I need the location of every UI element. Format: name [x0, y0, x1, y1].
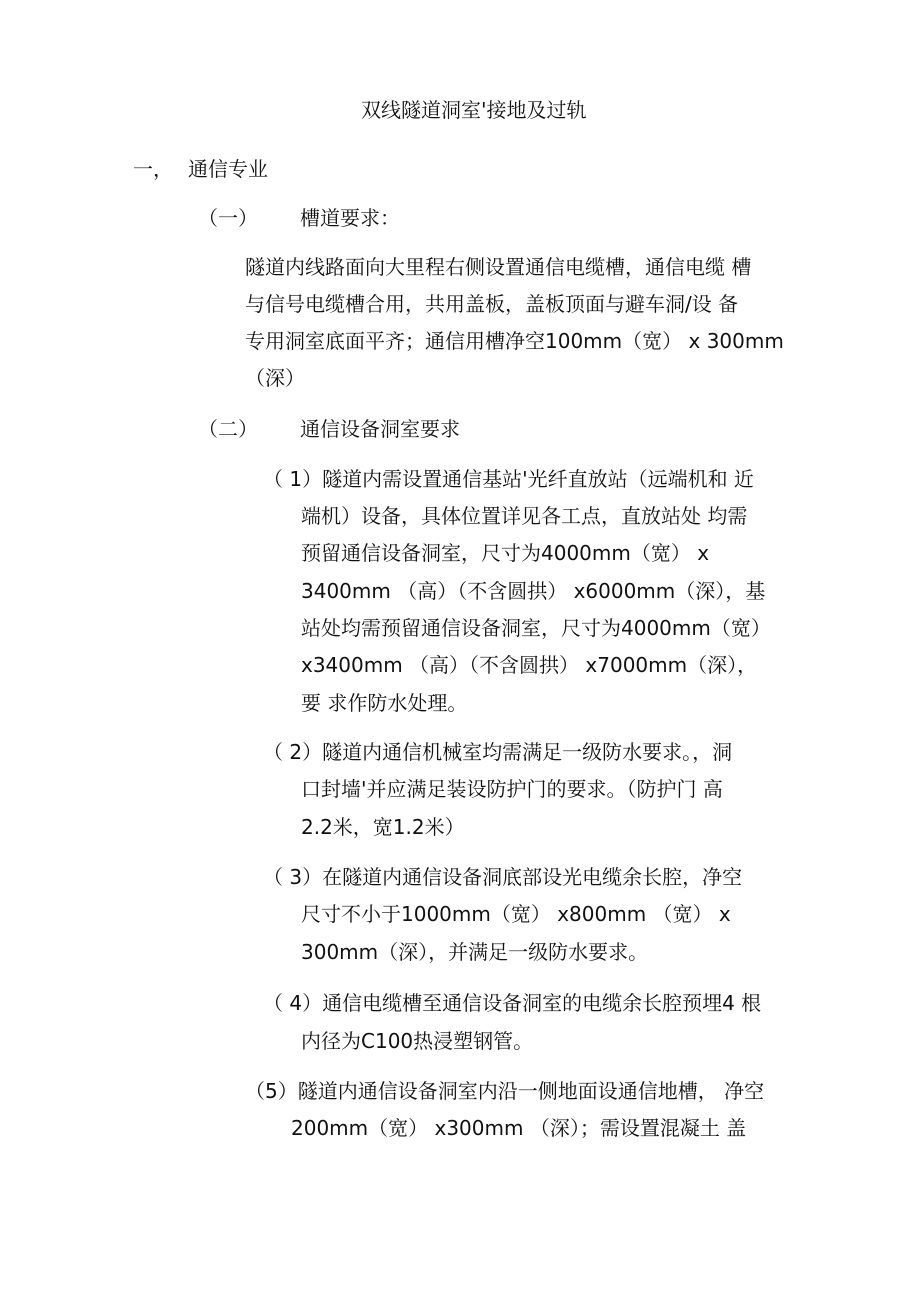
- subsection-number: （一）: [198, 206, 258, 230]
- text-line: 预留通信设备洞室，尺寸为4000mm（宽） x: [301, 541, 710, 565]
- text-line: 2.2米，宽1.2米）: [301, 815, 465, 839]
- text-line: 专用洞室底面平齐；通信用槽净空100mm（宽） x 300mm: [245, 329, 784, 353]
- text-line: （深）: [245, 366, 305, 390]
- text-line: x3400mm （高）（不含圆拱） x7000mm（深），: [301, 653, 758, 677]
- section-heading: 通信专业: [188, 157, 268, 181]
- text-line: 要 求作防水处理。: [301, 691, 468, 715]
- text-line: 3400mm （高）（不含圆拱） x6000mm（深），基: [301, 579, 766, 603]
- subsection-heading: 槽道要求：: [300, 206, 400, 230]
- text-line: 端机）设备，具体位置详见各工点，直放站处 均需: [301, 504, 748, 528]
- text-line: （ 2）隧道内通信机械室均需满足一级防水要求。，洞: [263, 740, 733, 764]
- text-line: （ 4）通信电缆槽至通信设备洞室的电缆余长腔预埋4 根: [263, 991, 762, 1015]
- page-title: 双线隧道洞室'接地及过轨: [361, 98, 587, 122]
- text-line: 内径为C100热浸塑钢管。: [301, 1029, 534, 1053]
- text-line: 200mm（宽） x300mm （深）；需设置混凝土 盖: [291, 1116, 747, 1140]
- text-line: （ 3）在隧道内通信设备洞底部设光电缆余长腔，净空: [263, 865, 743, 889]
- text-line: （5）隧道内通信设备洞室内沿一侧地面设通信地槽， 净空: [245, 1079, 765, 1103]
- text-line: 口封墙'并应满足装设防护门的要求。（防护门 高: [301, 777, 723, 801]
- text-line: 300mm（深），并满足一级防水要求。: [301, 940, 649, 964]
- text-line: 尺寸不小于1000mm（宽） x800mm （宽） x: [301, 902, 731, 926]
- text-line: 隧道内线路面向大里程右侧设置通信电缆槽，通信电缆 槽: [245, 255, 752, 279]
- text-line: 站处均需预留通信设备洞室，尺寸为4000mm（宽）: [301, 616, 771, 640]
- subsection-heading: 通信设备洞室要求: [300, 417, 460, 441]
- section-number: 一，: [133, 157, 173, 181]
- text-line: （ 1）隧道内需设置通信基站'光纤直放站（远端机和 近: [263, 467, 754, 491]
- text-line: 与信号电缆槽合用，共用盖板，盖板顶面与避车洞/设 备: [245, 292, 739, 316]
- subsection-number: （二）: [198, 417, 258, 441]
